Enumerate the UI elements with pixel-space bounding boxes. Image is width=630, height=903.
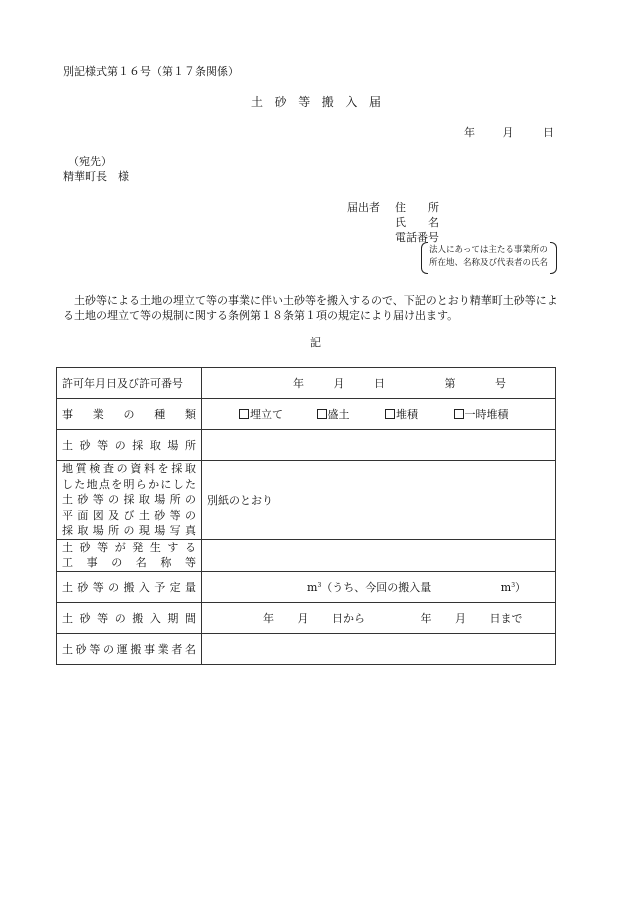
corporate-note xyxy=(421,242,557,272)
construction-name-value[interactable] xyxy=(202,539,556,571)
construction-name-label xyxy=(57,539,202,571)
label-line: 土砂等の採取場所の xyxy=(62,493,196,506)
option-label: 埋立て xyxy=(250,408,283,421)
body-paragraph xyxy=(63,293,561,323)
table-row xyxy=(57,368,556,399)
survey-materials-value[interactable]: 別紙のとおり xyxy=(202,461,556,540)
checkbox-icon[interactable] xyxy=(317,409,327,419)
volume-paren-open: （うち、今回の搬入量 xyxy=(321,580,432,594)
table-row xyxy=(57,602,556,633)
date-month: 月 xyxy=(502,126,514,139)
title-char: 等 xyxy=(298,95,311,109)
title-char: 砂 xyxy=(274,95,287,109)
table-row xyxy=(57,539,556,571)
label-line: 地質検査の資料を採取 xyxy=(62,462,196,475)
business-type-label: 事業の種類 xyxy=(57,399,202,430)
table-row xyxy=(57,571,556,602)
carrier-name-value[interactable] xyxy=(202,633,556,664)
period-end-month: 月 xyxy=(455,611,466,625)
permit-day: 日 xyxy=(374,377,385,390)
delivery-period-label: 土砂等の搬入期間 xyxy=(57,602,202,633)
survey-materials-label xyxy=(57,461,202,540)
period-end-year: 年 xyxy=(420,611,432,625)
period-start-year: 年 xyxy=(263,611,274,625)
checkbox-icon[interactable] xyxy=(454,409,464,419)
notice-table xyxy=(56,367,556,665)
business-type-options xyxy=(202,399,556,430)
delivery-period-value[interactable] xyxy=(202,602,556,633)
ki-mark: 記 xyxy=(310,336,321,349)
option-taiseki[interactable] xyxy=(385,408,418,421)
option-umetate[interactable] xyxy=(239,408,283,421)
bracket-left xyxy=(421,242,428,274)
applicant-phone: 電話番号 xyxy=(395,231,439,244)
addressee-label: （宛先） xyxy=(68,155,112,168)
permit-label: 許可年月日及び許可番号 xyxy=(57,368,202,399)
option-label: 堆積 xyxy=(396,408,418,421)
period-start-day: 日から xyxy=(332,611,365,625)
planned-volume-label: 土砂等の搬入予定量 xyxy=(57,571,202,602)
option-label: 盛土 xyxy=(327,408,350,421)
applicant-name: 氏 名 xyxy=(395,216,439,229)
form-title xyxy=(251,96,381,108)
checkbox-icon[interactable] xyxy=(239,409,249,419)
applicant-address: 住 所 xyxy=(395,201,439,214)
form-number: 別記様式第１６号（第１７条関係） xyxy=(63,65,239,78)
table-row xyxy=(57,430,556,461)
date-line xyxy=(464,127,554,138)
volume-paren-close: ） xyxy=(515,580,527,594)
label-line: 土砂等が発生する xyxy=(62,540,196,554)
collection-site-value[interactable] xyxy=(202,430,556,461)
title-char: 入 xyxy=(345,95,358,109)
body-text: 土砂等による土地の埋立て等の事業に伴い土砂等を搬入するので、下記のとおり精華町土砂等による土地の埋立て等の規制に関する条例第１８条第１項の規定により届け出ます。 xyxy=(63,294,558,322)
period-end-day: 日まで xyxy=(489,611,523,625)
option-ichiji-taiseki[interactable] xyxy=(454,408,509,421)
permit-go: 号 xyxy=(495,377,506,390)
volume-unit: $m^3$ xyxy=(307,580,322,594)
table-row xyxy=(57,461,556,540)
note-line: 法人にあっては主たる事業所の xyxy=(429,245,548,255)
period-start-month: 月 xyxy=(297,611,309,625)
title-char: 土 xyxy=(251,95,264,109)
permit-dai: 第 xyxy=(444,377,456,390)
label-line: 工事の名称等 xyxy=(62,556,196,569)
table-row xyxy=(57,399,556,430)
checkbox-icon[interactable] xyxy=(385,409,395,419)
date-day: 日 xyxy=(543,126,554,139)
carrier-name-label: 土砂等の運搬事業者名 xyxy=(57,633,202,664)
collection-site-label: 土砂等の採取場所 xyxy=(57,430,202,461)
permit-value[interactable] xyxy=(202,368,556,399)
label-line: 採取場所の現場写真 xyxy=(62,524,196,537)
bracket-right xyxy=(550,242,557,274)
permit-month: 月 xyxy=(333,377,345,390)
volume-unit-current: $m^3$ xyxy=(500,580,516,594)
option-label: 一時堆積 xyxy=(464,408,509,421)
option-morido[interactable] xyxy=(317,408,350,421)
permit-year: 年 xyxy=(293,377,304,390)
table-row xyxy=(57,633,556,664)
label-line: 平面図及び土砂等の xyxy=(62,508,196,522)
title-char: 届 xyxy=(368,95,381,109)
note-line: 所在地、名称及び代表者の氏名 xyxy=(429,258,549,268)
label-line: した地点を明らかにした xyxy=(62,477,196,491)
date-year: 年 xyxy=(464,126,475,139)
title-char: 搬 xyxy=(321,95,334,109)
planned-volume-value[interactable] xyxy=(202,571,556,602)
applicant-label: 届出者 xyxy=(347,201,380,214)
addressee-name: 精華町長 様 xyxy=(63,170,129,183)
